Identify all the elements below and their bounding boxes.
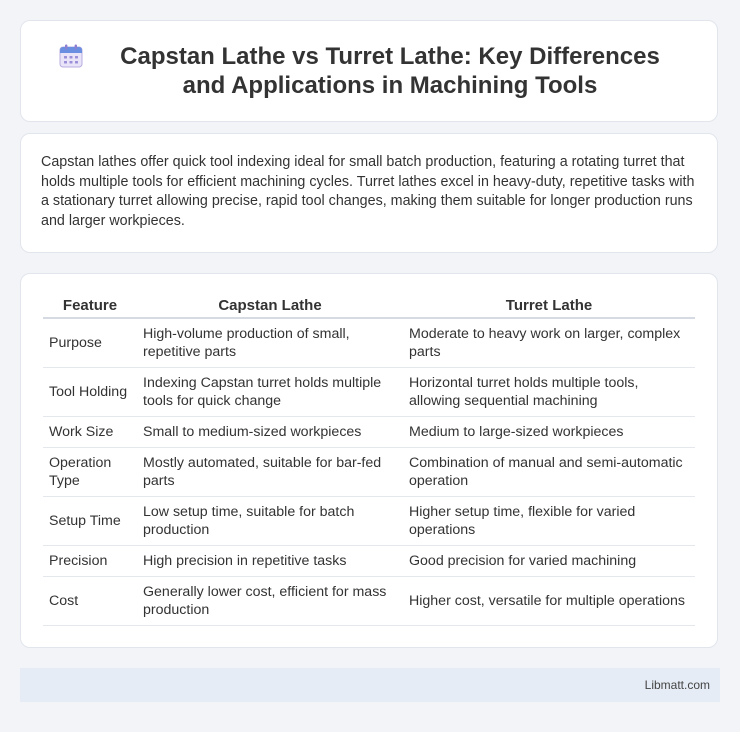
feature-cell: Tool Holding (43, 368, 137, 417)
table-row (43, 497, 695, 546)
turret-cell: Good precision for varied machining (403, 546, 695, 577)
feature-cell: Precision (43, 546, 137, 577)
feature-cell: Setup Time (43, 497, 137, 546)
turret-cell: Horizontal turret holds multiple tools, allowing sequential machining (403, 368, 695, 417)
page-title: Capstan Lathe vs Turret Lathe: Key Differences and Applications in Machining Tools (120, 43, 660, 99)
intro-paragraph: Capstan lathes offer quick tool indexing ideal for small batch production, featuring a rotating turret that holds multiple tools for efficient machining cycles. Turret lathes excel in heavy-duty, repetitive tasks with a stationary turret allowing precise, rapid tool changes, making them suitable for longer production runs and larger workpieces. (41, 154, 695, 229)
capstan-cell: Indexing Capstan turret holds multiple tools for quick change (137, 368, 403, 417)
turret-cell: Combination of manual and semi-automatic operation (403, 448, 695, 497)
header-turret-lathe: Turret Lathe (403, 294, 695, 319)
table-row (43, 319, 695, 368)
table-row (43, 448, 695, 497)
comparison-table (43, 294, 695, 626)
capstan-cell: High-volume production of small, repetitive parts (137, 319, 403, 368)
capstan-cell: Mostly automated, suitable for bar-fed parts (137, 448, 403, 497)
turret-cell: Moderate to heavy work on larger, complex parts (403, 319, 695, 368)
comparison-card (20, 273, 718, 648)
feature-cell: Cost (43, 577, 137, 626)
intro-card (20, 133, 718, 253)
capstan-cell: Low setup time, suitable for batch production (137, 497, 403, 546)
turret-cell: Medium to large-sized workpieces (403, 417, 695, 448)
footer (20, 668, 720, 702)
table-header-row (43, 294, 695, 319)
header-feature: Feature (43, 294, 137, 319)
calendar-icon (58, 43, 84, 69)
capstan-cell: High precision in repetitive tasks (137, 546, 403, 577)
title-card (20, 20, 718, 122)
feature-cell: Work Size (43, 417, 137, 448)
turret-cell: Higher setup time, flexible for varied operations (403, 497, 695, 546)
table-row (43, 546, 695, 577)
turret-cell: Higher cost, versatile for multiple operations (403, 577, 695, 626)
capstan-cell: Generally lower cost, efficient for mass production (137, 577, 403, 626)
table-row (43, 368, 695, 417)
capstan-cell: Small to medium-sized workpieces (137, 417, 403, 448)
feature-cell: Purpose (43, 319, 137, 368)
table-row (43, 577, 695, 626)
feature-cell: Operation Type (43, 448, 137, 497)
header-capstan-lathe: Capstan Lathe (137, 294, 403, 319)
table-row (43, 417, 695, 448)
footer-brand[interactable]: Libmatt.com (644, 678, 710, 692)
